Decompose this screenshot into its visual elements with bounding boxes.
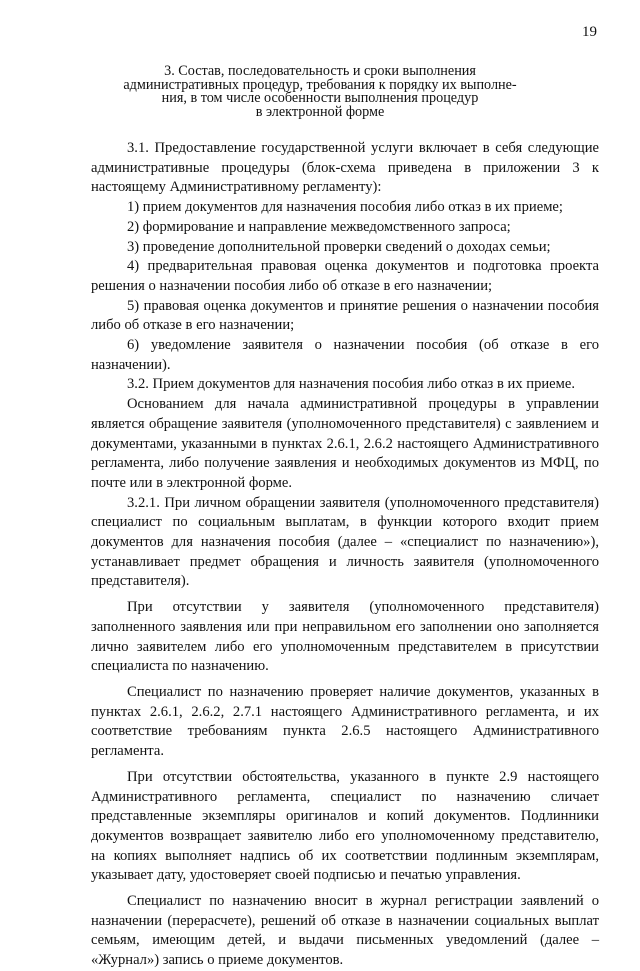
list-item-6: 6) уведомление заявителя о назначении пособия (об отказе в его назначении). — [91, 337, 599, 373]
section-heading — [100, 65, 540, 119]
list-item-4: 4) предварительная правовая оценка документов и подготовка проекта решения о назначении пособия либо об отказе в его назначении; — [91, 258, 599, 294]
paragraph-missing-application: При отсутствии у заявителя (уполномоченного представителя) заполненного заявления или при неправильном его заполнении оно заполняется лично заявителем либо его уполномоченным представителем в присутствии специалиста по назначению. — [91, 599, 599, 675]
paragraph-journal-entry: Специалист по назначению вносит в журнал регистрации заявлений о назначении (перерасчете), решений об отказе в назначении социальных выплат семьям, имеющим детей, и выдачи письменных уведомлений (далее – «Журнал») запись о приеме документов. — [91, 893, 599, 969]
paragraph-checks-documents: Специалист по назначению проверяет наличие документов, указанных в пунктах 2.6.1, 2.6.2, 2.7.1 настоящего Административного регламента, и их соответствие требованиям пункта 2.6.5 настоящего Административного регламента. — [91, 683, 599, 760]
body-text — [91, 139, 599, 971]
heading-line: административных процедур, требования к порядку их выполне- — [123, 76, 517, 93]
paragraph-basis: Основанием для начала административной процедуры в управлении является обращение заявителя (уполномоченного представителя) с заявлением и документами, указанными в пунктах 2.6.1, 2.6.2 настоящего Административного регламента, либо получение заявления и необходимых документов из МФЦ, по почте или в электронной форме. — [91, 396, 599, 491]
list-item-3: 3) проведение дополнительной проверки сведений о доходах семьи; — [127, 238, 551, 255]
page-number: 19 — [582, 24, 597, 40]
heading-line: ния, в том числе особенности выполнения процедур — [161, 90, 479, 107]
paragraph-3-2: 3.2. Прием документов для назначения пособия либо отказ в их приеме. — [127, 376, 576, 393]
paragraph-3-2-1: 3.2.1. При личном обращении заявителя (уполномоченного представителя) специалист по социальным выплатам, в функции которого входит прием документов для назначения пособия (далее – «специалист по назначению»), устанавливает предмет обращения и личность заявителя (уполномоченного представителя). — [91, 494, 599, 590]
list-item-1: 1) прием документов для назначения пособия либо отказ в их приеме; — [127, 199, 563, 216]
list-item-2: 2) формирование и направление межведомственного запроса; — [127, 218, 511, 235]
list-item-5: 5) правовая оценка документов и принятие решения о назначении пособия либо об отказе в его назначении; — [91, 297, 599, 334]
heading-line: 3. Состав, последовательность и сроки выполнения — [164, 63, 476, 79]
paragraph-3-1: 3.1. Предоставление государственной услуги включает в себя следующие административные процедуры (блок-схема приведена в приложении 3 к настоящему Административному регламенту): — [91, 140, 599, 196]
heading-line: в электронной форме — [255, 103, 385, 120]
paragraph-compares-copies: При отсутствии обстоятельства, указанного в пункте 2.9 настоящего Административного регламента, специалист по назначению сличает представленные экземпляры оригиналов и копий документов. Подлинники документов возвращает заявителю либо его уполномоченному представителю, на копиях выполняет надпись об их соответствии подлинным экземплярам, указывает дату, удостоверяет своей подписью и печатью управления. — [91, 768, 599, 884]
